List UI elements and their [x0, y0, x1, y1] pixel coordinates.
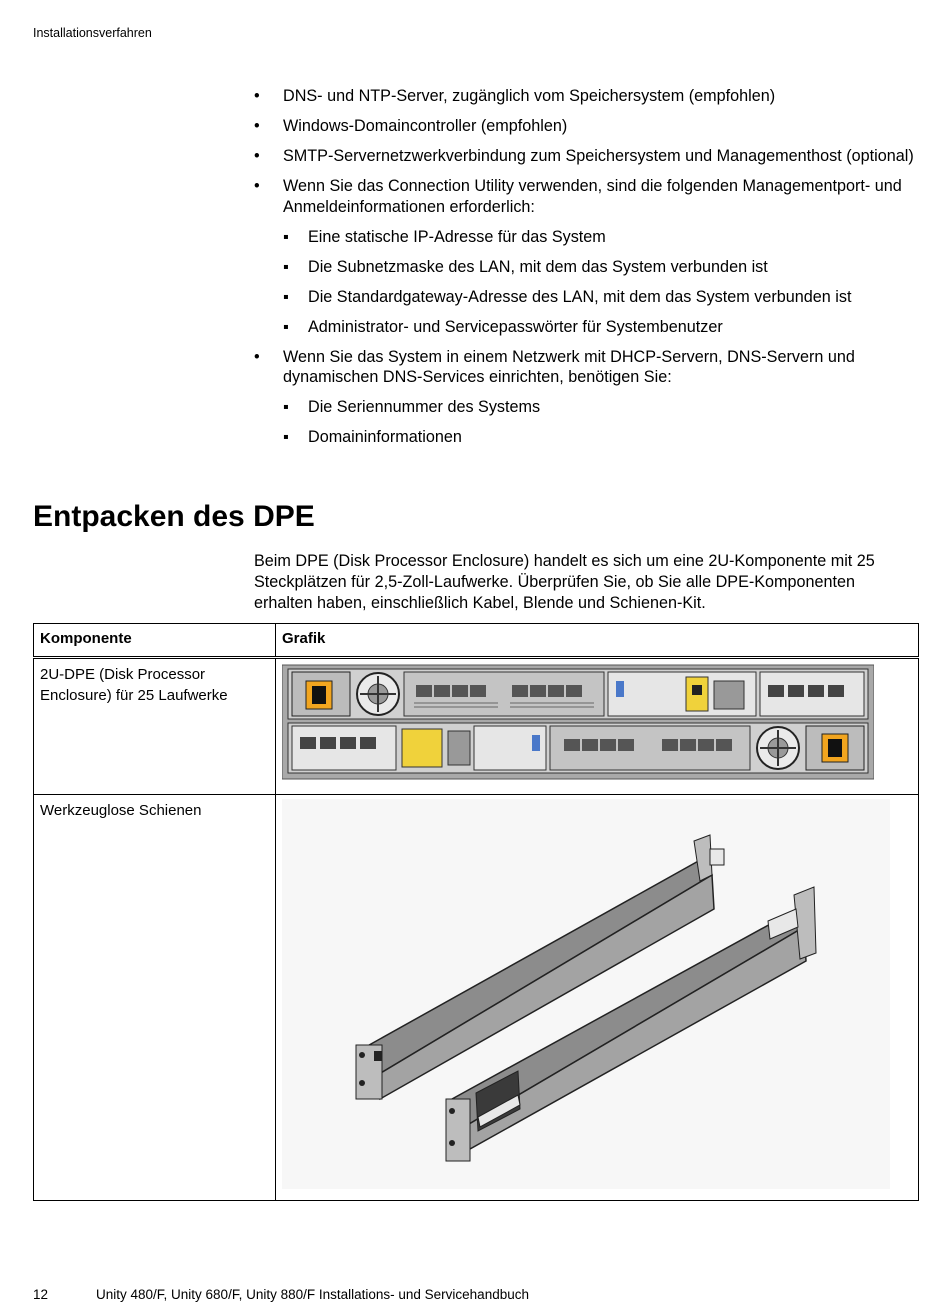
section-title: Entpacken des DPE — [33, 500, 315, 533]
square-bullet-icon: ▪ — [283, 257, 289, 276]
column-header-graphic: Grafik — [276, 624, 919, 658]
bullet-icon: • — [254, 177, 260, 195]
footer-title: Unity 480/F, Unity 680/F, Unity 880/F Installations- und Servicehandbuch — [96, 1287, 529, 1302]
sub-list-item: ▪ Eine statische IP-Adresse für das System — [283, 227, 606, 246]
sub-list-item: ▪ Die Subnetzmaske des LAN, mit dem das System verbunden ist — [283, 257, 768, 276]
square-bullet-icon: ▪ — [283, 398, 289, 416]
component-table — [33, 623, 919, 1201]
list-item: • DNS- und NTP-Server, zugänglich vom Speichersystem (empfohlen) — [254, 87, 776, 105]
square-bullet-icon: ▪ — [283, 227, 289, 246]
running-header: Installationsverfahren — [33, 26, 152, 40]
square-bullet-icon: ▪ — [283, 317, 289, 336]
bullet-icon: • — [254, 147, 260, 165]
bullet-icon: • — [254, 87, 260, 105]
rails-image — [282, 799, 890, 1189]
bullet-icon: • — [254, 347, 260, 366]
sub-list-item: ▪ Domaininformationen — [283, 428, 462, 446]
square-bullet-icon: ▪ — [283, 428, 289, 446]
column-header-component: Komponente — [34, 624, 276, 658]
dpe-rear-image — [282, 663, 874, 781]
list-item: • Wenn Sie das System in einem Netzwerk mit DHCP-Servern, DNS-Servern und dynamischen DNS-Services einrichten, benötigen Sie: — [254, 347, 855, 386]
bullet-icon: • — [254, 117, 260, 135]
list-item: • Wenn Sie das Connection Utility verwenden, sind die folgenden Managementport- und Anmeldeinformationen erforderlich: — [254, 177, 902, 216]
requirements-list — [254, 86, 919, 457]
component-name: Werkzeuglose Schienen — [40, 802, 202, 819]
table-row — [34, 658, 919, 795]
sub-list-item: ▪ Die Seriennummer des Systems — [283, 398, 541, 416]
page-number: 12 — [33, 1287, 49, 1302]
sub-list-item: ▪ Administrator- und Servicepasswörter für Systembenutzer — [283, 317, 723, 336]
table-header-row — [34, 624, 919, 658]
section-intro: Beim DPE (Disk Processor Enclosure) handelt es sich um eine 2U-Komponente mit 25 Steckplätzen für 2,5-Zoll-Laufwerke. Überprüfen Sie, ob Sie alle DPE-Komponenten erhalten haben, einschließlich Kabel, Blende und Schienen-Kit. — [254, 552, 875, 612]
component-name: 2U-DPE (Disk Processor Enclosure) für 25 Laufwerke — [40, 666, 228, 704]
table-row — [34, 795, 919, 1201]
list-item: • Windows-Domaincontroller (empfohlen) — [254, 117, 568, 135]
list-item: • SMTP-Servernetzwerkverbindung zum Speichersystem und Managementhost (optional) — [254, 147, 914, 165]
sub-list-item: ▪ Die Standardgateway-Adresse des LAN, mit dem das System verbunden ist — [283, 287, 852, 306]
square-bullet-icon: ▪ — [283, 287, 289, 306]
